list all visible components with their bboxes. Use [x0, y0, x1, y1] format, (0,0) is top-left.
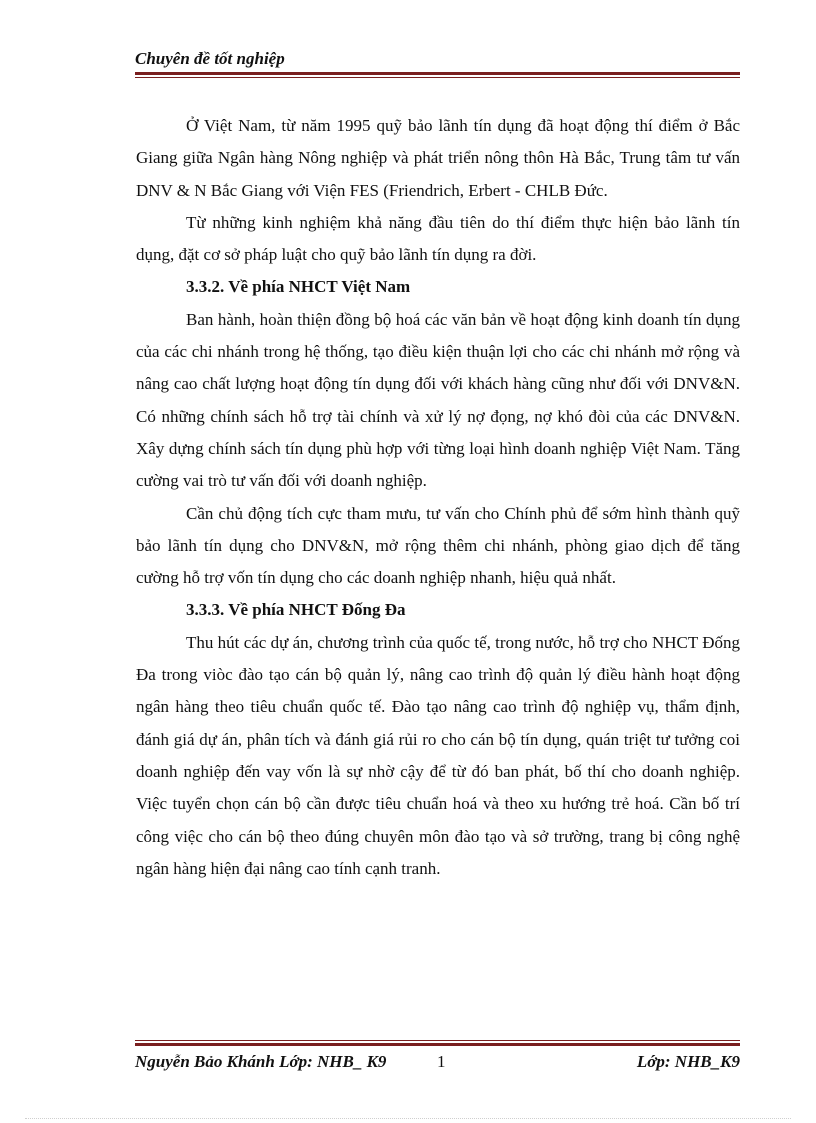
paragraph: Thu hút các dự án, chương trình của quốc tế, trong nước, hỗ trợ cho NHCT Đống Đa trong viòc đào tạo cán bộ quản lý, nâng cao trình độ quản lý điều hành hoạt động ngân hàng theo tiêu chuẩn quốc tế. Đào tạo nâng cao trình độ nghiệp vụ, thẩm định, đánh giá dự án, phân tích và đánh giá rủi ro cho cán bộ tín dụng, quán triệt tư tưởng coi doanh nghiệp đến vay vốn là sự nhờ cậy để từ đó ban phát, bố thí cho doanh nghiệp. Việc tuyển chọn cán bộ cần được tiêu chuẩn hoá và theo xu hướng trẻ hoá. Cần bố trí công việc cho cán bộ theo đúng chuyên môn đào tạo và sở trường, trang bị công nghệ ngân hàng hiện đại nâng cao tính cạnh tranh.	[136, 632, 740, 878]
paragraph: Cần chủ động tích cực tham mưu, tư vấn cho Chính phủ để sớm hình thành quỹ bảo lãnh tín dụng cho DNV&N, mở rộng thêm chi nhánh, phòng giao dịch để tăng cường hỗ trợ vốn tín dụng cho các doanh nghiệp nhanh, hiệu quả nhất.	[136, 503, 740, 588]
footer-author: Nguyễn Bảo Khánh Lớp: NHB_ K9	[135, 1052, 387, 1071]
page-footer	[135, 1040, 740, 1070]
section-heading: 3.3.2. Về phía NHCT Việt Nam	[186, 277, 411, 297]
header-rule-thick	[135, 72, 740, 75]
section-heading: 3.3.3. Về phía NHCT Đống Đa	[186, 600, 406, 620]
page-header	[135, 48, 740, 70]
document-body	[136, 110, 740, 885]
paragraph: Ban hành, hoàn thiện đồng bộ hoá các văn bản về hoạt động kinh doanh tín dụng của các chi nhánh trong hệ thống, tạo điều kiện thuận lợi cho các chi nhánh mở rộng và nâng cao chất lượng hoạt động tín dụng đối với khách hàng cũng như đối với DNV&N. Có những chính sách hỗ trợ tài chính và xử lý nợ đọng, nợ khó đòi của các DNV&N. Xây dựng chính sách tín dụng phù hợp với từng loại hình doanh nghiệp Việt Nam. Tăng cường vai trò tư vấn đối với doanh nghiệp.	[136, 309, 740, 491]
page-number: 1	[437, 1052, 446, 1071]
footer-class: Lớp: NHB_K9	[636, 1052, 740, 1071]
paragraph: Từ những kinh nghiệm khả năng đầu tiên do thí điểm thực hiện bảo lãnh tín dụng, đặt cơ sở pháp luật cho quỹ bảo lãnh tín dụng ra đời.	[136, 212, 740, 265]
page-edge-divider	[25, 1118, 791, 1119]
header-rule-thin	[135, 77, 740, 78]
paragraph: Ở Việt Nam, từ năm 1995 quỹ bảo lãnh tín dụng đã hoạt động thí điểm ở Bắc Giang giữa Ngân hàng Nông nghiệp và phát triển nông thôn Hà Bắc, Trung tâm tư vấn DNV & N Bắc Giang với Viện FES (Friendrich, Erbert - CHLB Đức.	[136, 116, 740, 200]
header-title: Chuyên đề tốt nghiệp	[135, 49, 285, 68]
